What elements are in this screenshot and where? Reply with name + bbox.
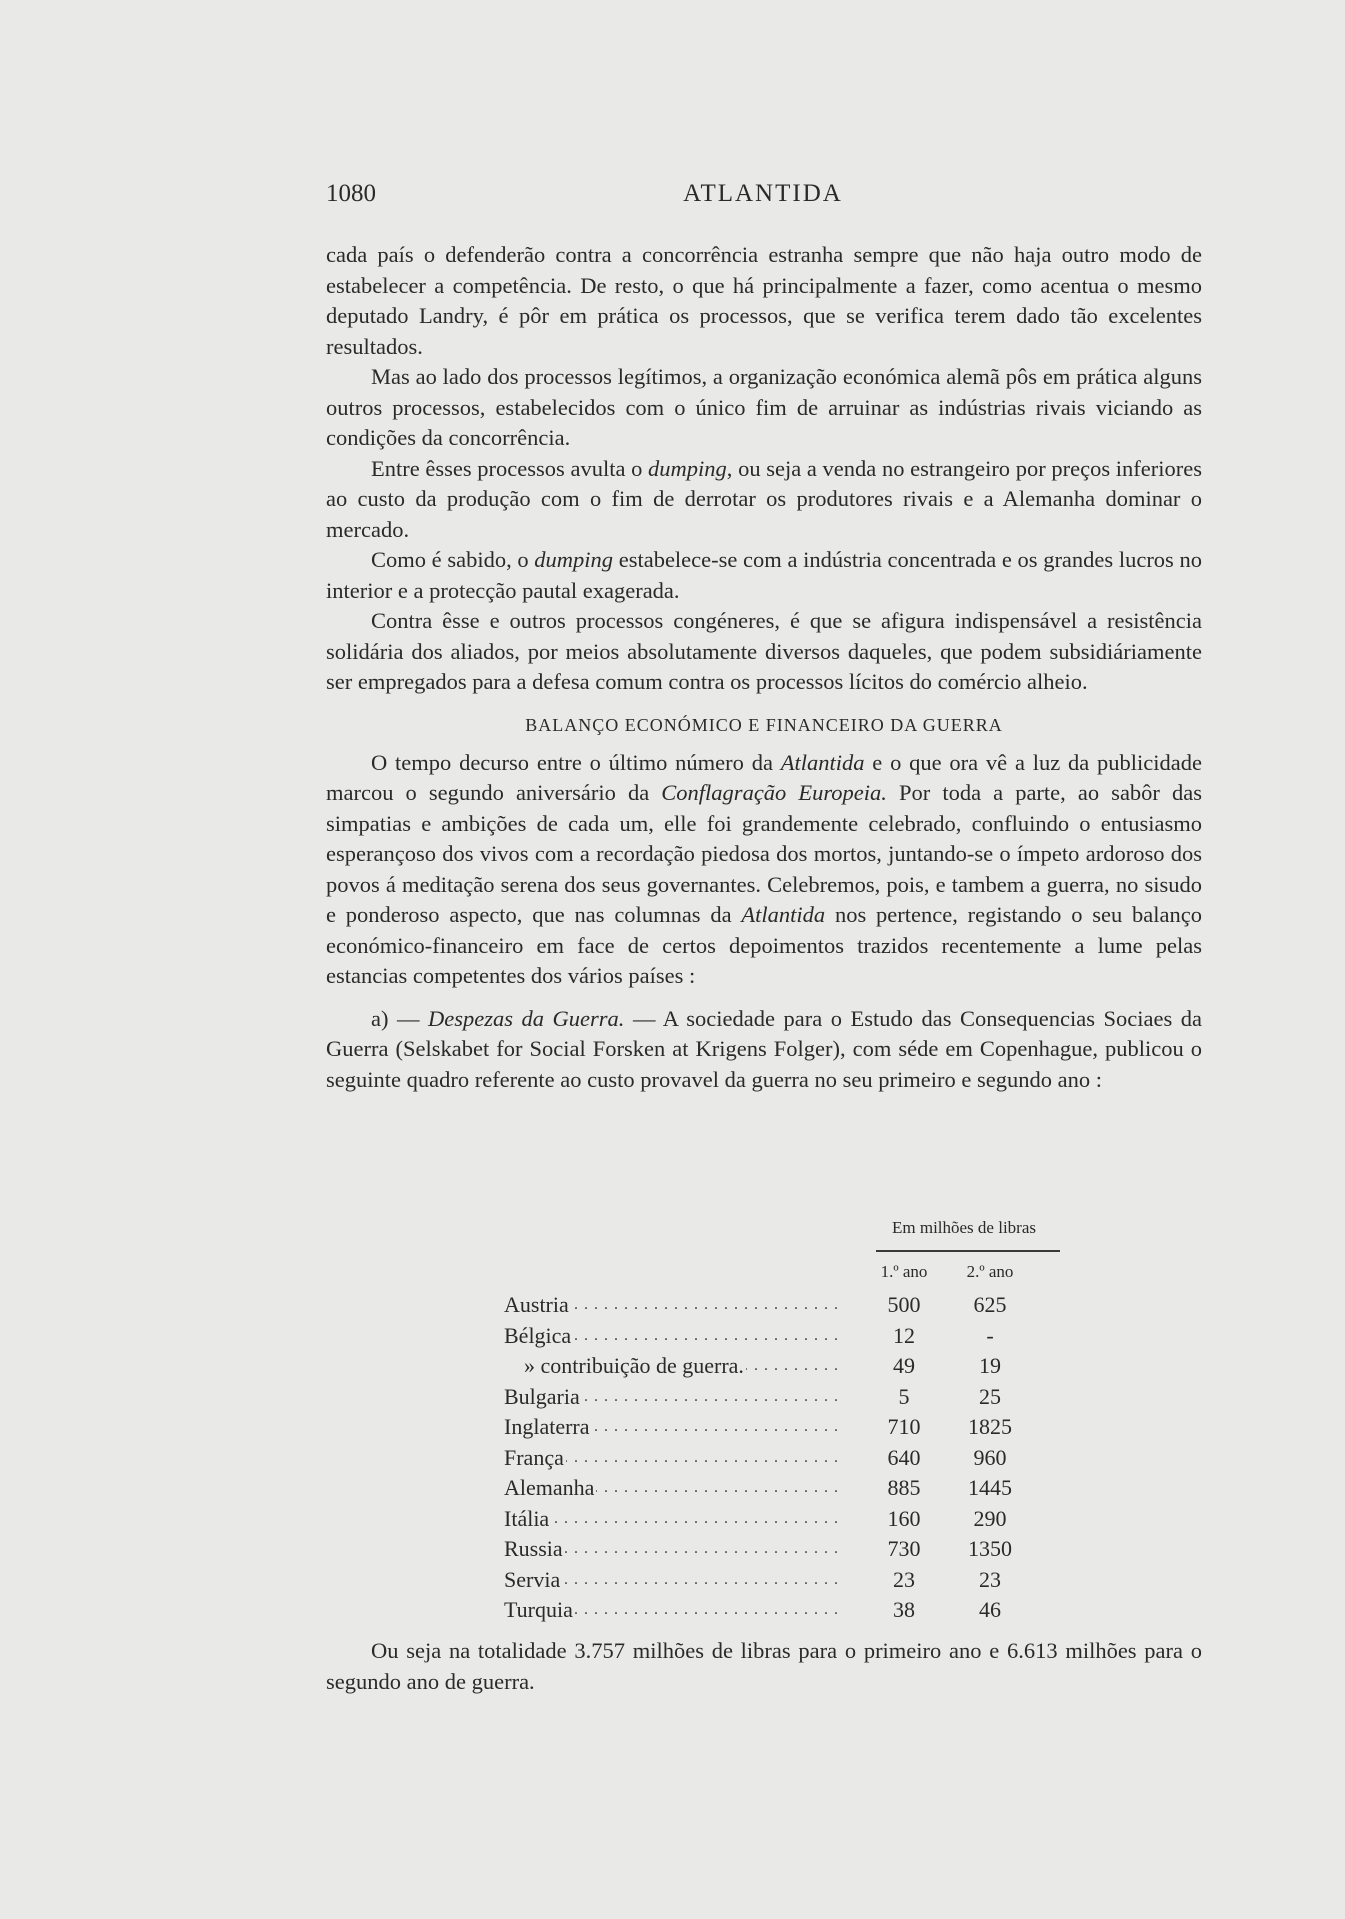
table-row — [504, 1321, 1060, 1352]
value-year-1: 710 — [887, 1414, 921, 1439]
text-run: e o que ora vê a luz da publicidade marcou o segundo aniversário da — [326, 749, 1202, 805]
column-header-year-1: 1.º ano — [880, 1262, 928, 1281]
value-year-1: 5 — [898, 1383, 910, 1409]
italic-term: Atlantida — [780, 749, 865, 775]
text-run: Como é sabido, o — [371, 547, 535, 572]
row-label — [504, 1504, 844, 1535]
country-name: Servia — [504, 1566, 561, 1592]
country-name: Bulgaria — [504, 1383, 580, 1409]
text-run: nos pertence, registando o seu balanço económico-financeiro em face de certos depoimentos trazidos recentemente a lume pelas estancias competentes dos vários países : — [326, 902, 1203, 988]
table-row — [504, 1412, 1060, 1443]
value-year-2: 46 — [979, 1597, 1001, 1622]
value-year-2: 23 — [979, 1566, 1001, 1592]
section-heading: BALANÇO ECONÓMICO E FINANCEIRO DA GUERRA — [525, 714, 1003, 735]
country-name: Inglaterra — [504, 1414, 590, 1439]
value-year-2: 1350 — [968, 1536, 1012, 1561]
value-year-1: 640 — [887, 1444, 921, 1470]
italic-term: Atlantida — [741, 902, 826, 927]
paragraph: Mas ao lado dos processos legítimos, a organização económica alemã pôs em prática alguns outros processos, estabelecidos com o único fim de arruinar as indústrias rivais viciando as condições da concorrência. — [326, 364, 1202, 450]
table-row — [504, 1443, 1060, 1474]
table-row — [504, 1565, 1060, 1596]
column-header-year-2: 2.º ano — [966, 1262, 1014, 1281]
table-row — [504, 1382, 1060, 1413]
country-name: Austria — [504, 1292, 569, 1317]
row-label — [504, 1565, 844, 1596]
value-year-1: 12 — [893, 1322, 915, 1348]
value-year-1: 49 — [893, 1353, 915, 1378]
country-name: » contribuição de guerra. — [504, 1353, 746, 1378]
text-run: Entre êsses processos avulta o — [371, 455, 649, 481]
table-row — [504, 1504, 1060, 1535]
table-row — [504, 1595, 1060, 1626]
table-rows — [504, 1290, 1060, 1626]
row-label — [504, 1595, 844, 1626]
country-name: Russia — [504, 1536, 563, 1561]
country-name: Bélgica — [504, 1322, 572, 1348]
row-label — [504, 1351, 844, 1382]
value-year-1: 730 — [887, 1536, 921, 1561]
row-label — [504, 1473, 844, 1504]
italic-term: Conflagração Europeia. — [661, 780, 887, 805]
text-run: a) — — [371, 1005, 429, 1031]
country-name: Alemanha — [504, 1475, 595, 1500]
italic-term: dumping — [648, 455, 727, 481]
value-year-2: 25 — [979, 1383, 1001, 1409]
table-row — [504, 1351, 1060, 1382]
running-title: ATLANTIDA — [683, 180, 843, 207]
row-label — [504, 1290, 844, 1321]
paragraph: Ou seja na totalidade 3.757 milhões de libras para o primeiro ano e 6.613 milhões para o segundo ano de guerra. — [326, 1638, 1202, 1694]
country-name: Itália — [504, 1505, 550, 1531]
text-run: estabelece-se com a indústria concentrada e os grandes lucros no interior e a protecção pautal exagerada. — [326, 547, 1202, 603]
table-row — [504, 1290, 1060, 1321]
paragraph: cada país o defenderão contra a concorrência estranha sempre que não haja outro modo de estabelecer a competência. De resto, o que há principalmente a fazer, como acentua o mesmo deputado Landry, é pôr em prática os processos, que se verifica terem dado tão excelentes resultados. — [326, 242, 1202, 359]
country-name: França — [504, 1444, 564, 1470]
value-year-1: 23 — [893, 1566, 915, 1592]
text-run: O tempo decurso entre o último número da — [371, 749, 781, 775]
row-label — [504, 1382, 844, 1413]
text-run: — A sociedade para o Estudo das Consequencias Sociaes da Guerra (Selskabet for Social Forsken at Krigens Folger), com séde em Copenhague, publicou o seguinte quadro referente ao custo provavel da guerra no seu primeiro e segundo ano : — [326, 1005, 1202, 1092]
row-label — [504, 1412, 844, 1443]
page-header — [326, 180, 1200, 210]
value-year-2: - — [986, 1322, 994, 1348]
row-label — [504, 1534, 844, 1565]
text-run: Por toda a parte, ao sabôr das simpatias e ambições de cada um, elle foi grandemente celebrado, confluindo o entusiasmo esperançoso dos vivos com a recordação piedosa dos mortos, juntando-se o ímpeto ardoroso dos povos á meditação serena dos seus governantes. Celebremos, pois, e tambem a guerra, no sisudo e ponderoso aspecto, que nas columnas da — [326, 780, 1202, 927]
value-year-2: 625 — [973, 1292, 1007, 1317]
paragraph — [326, 1004, 1202, 1096]
paragraph — [326, 748, 1202, 992]
paragraph — [326, 454, 1202, 546]
text-run: , ou seja a venda no estrangeiro por preços inferiores ao custo da produção com o fim de derrotar os produtores rivais e a Alemanha dominar o mercado. — [326, 455, 1202, 542]
country-name: Turquia — [504, 1597, 573, 1622]
value-year-2: 960 — [973, 1444, 1007, 1470]
value-year-2: 290 — [973, 1505, 1007, 1531]
value-year-2: 1825 — [968, 1414, 1012, 1439]
body-text — [326, 240, 1202, 1095]
value-year-1: 885 — [887, 1475, 921, 1500]
value-year-1: 500 — [887, 1292, 921, 1317]
table-units: Em milhões de libras — [891, 1218, 1036, 1237]
page-number: 1080 — [326, 180, 376, 207]
row-label — [504, 1443, 844, 1474]
value-year-1: 38 — [893, 1597, 915, 1622]
closing-text — [326, 1636, 1202, 1697]
value-year-2: 19 — [979, 1353, 1001, 1378]
italic-term: Despezas da Guerra. — [428, 1005, 625, 1031]
italic-term: dumping — [534, 547, 614, 572]
value-year-2: 1445 — [968, 1475, 1012, 1500]
paragraph: Contra êsse e outros processos congéneres, é que se afigura indispensável a resistência solidária dos aliados, por meios absolutamente diversos daqueles, que podem subsidiáriamente ser empregados para a defesa comum contra os processos lícitos do comércio alheio. — [326, 608, 1202, 694]
table-row — [504, 1473, 1060, 1504]
value-year-1: 160 — [887, 1505, 921, 1531]
divider — [876, 1250, 1060, 1252]
table-row — [504, 1534, 1060, 1565]
paragraph — [326, 545, 1202, 606]
row-label — [504, 1321, 844, 1352]
